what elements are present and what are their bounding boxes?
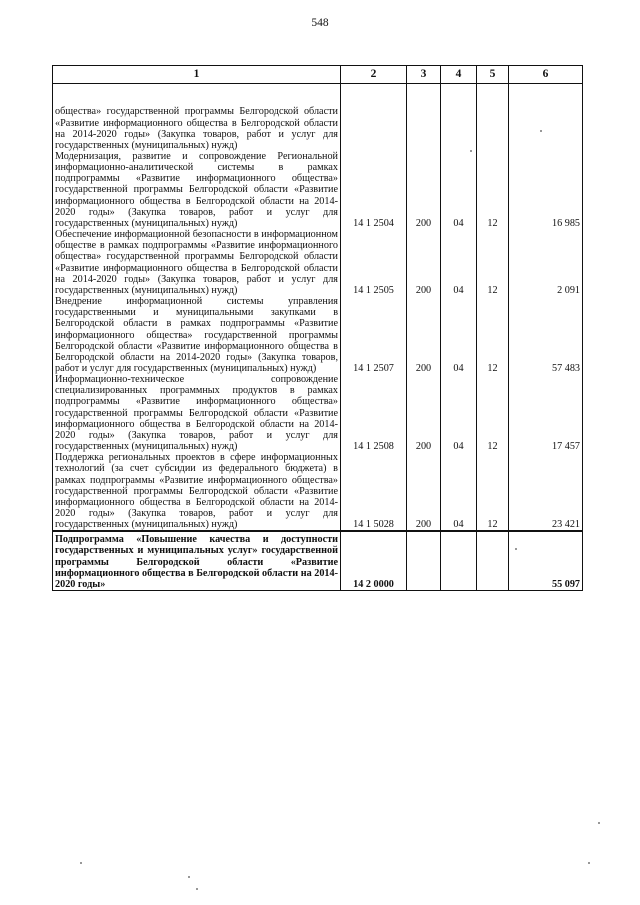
row-col-5: 12 xyxy=(477,151,509,229)
subprogram-description: Подпрограмма «Повышение качества и доступности государственных и муниципальных услуг» государственной программы Белгородской области «Развитие информационного общества в Белгородской области на 2014-2020 годы» xyxy=(53,531,341,590)
scan-speck xyxy=(515,548,517,550)
scan-speck xyxy=(540,130,542,132)
header-row xyxy=(53,66,583,84)
row-col-3: 200 xyxy=(407,151,441,229)
row-col-5: 12 xyxy=(477,296,509,374)
header-col-5: 5 xyxy=(477,66,509,84)
row-code: 14 1 2504 xyxy=(341,151,407,229)
budget-table xyxy=(52,65,583,591)
row-col-5: 12 xyxy=(477,452,509,531)
header-col-2: 2 xyxy=(341,66,407,84)
scan-speck xyxy=(470,150,472,152)
header-col-1: 1 xyxy=(53,66,341,84)
table-row xyxy=(53,296,583,374)
table-row xyxy=(53,374,583,452)
row-description: Модернизация, развитие и сопровождение Региональной информационно-аналитической системы в рамках подпрограммы «Развитие информационного общества» государственной программы Белгородской области «Развитие информационного общества в Белгородской области на 2014-2020 годы» (Закупка товаров, работ и услуг для государственных (муниципальных) нужд) xyxy=(53,151,341,229)
scan-speck xyxy=(188,876,190,878)
row-code: 14 1 2508 xyxy=(341,374,407,452)
row-amount: 2 091 xyxy=(509,229,583,296)
row-col-4: 04 xyxy=(441,151,477,229)
subprogram-row xyxy=(53,531,583,590)
header-col-3: 3 xyxy=(407,66,441,84)
table-row-continuation xyxy=(53,84,583,152)
row-code: 14 1 5028 xyxy=(341,452,407,531)
scan-speck xyxy=(80,862,82,864)
scan-speck xyxy=(196,888,198,890)
scan-speck xyxy=(588,862,590,864)
row-col-4: 04 xyxy=(441,296,477,374)
header-col-4: 4 xyxy=(441,66,477,84)
row-col-4: 04 xyxy=(441,452,477,531)
row-col-3: 200 xyxy=(407,374,441,452)
header-col-6: 6 xyxy=(509,66,583,84)
page-number: 548 xyxy=(311,17,329,29)
row-col-3: 200 xyxy=(407,452,441,531)
row-description: Внедрение информационной системы управления государственными и муниципальными закупками в Белгородской области в рамках подпрограммы «Развитие информационного общества» государственной программы Белгородской области «Развитие информационного общества в Белгородской области на 2014-2020 годы» (Закупка товаров, работ и услуг для государственных (муниципальных) нужд) xyxy=(53,296,341,374)
table-row xyxy=(53,452,583,531)
table-row xyxy=(53,151,583,229)
row-description: Обеспечение информационной безопасности в информационном обществе в рамках подпрограммы «Развитие информационного общества» государственной программы Белгородской области «Развитие информационного общества в Белгородской области на 2014-2020 годы» (Закупка товаров, работ и услуг для государственных (муниципальных) нужд) xyxy=(53,229,341,296)
row-code: 14 1 2505 xyxy=(341,229,407,296)
row-amount: 16 985 xyxy=(509,151,583,229)
row-col-5: 12 xyxy=(477,229,509,296)
row-description: Поддержка региональных проектов в сфере информационных технологий (за счет субсидии из федерального бюджета) в рамках подпрограммы «Развитие информационного общества» государственной программы Белгородской области «Развитие информационного общества в Белгородской области на 2014-2020 годы» (Закупка товаров, работ и услуг для государственных (муниципальных) нужд) xyxy=(53,452,341,531)
continuation-text: общества» государственной программы Белгородской области «Развитие информационного общества в Белгородской области на 2014-2020 годы» (Закупка товаров, работ и услуг для государственных (муниципальных) нужд) xyxy=(53,84,341,152)
row-col-4: 04 xyxy=(441,229,477,296)
row-amount: 17 457 xyxy=(509,374,583,452)
scan-speck xyxy=(598,822,600,824)
row-amount: 23 421 xyxy=(509,452,583,531)
subprogram-code: 14 2 0000 xyxy=(341,531,407,590)
row-col-3: 200 xyxy=(407,296,441,374)
row-col-4: 04 xyxy=(441,374,477,452)
row-description: Информационно-техническое сопровождение специализированных программных продуктов в рамках подпрограммы «Развитие информационного общества» государственной программы Белгородской области «Развитие информационного общества в Белгородской области на 2014-2020 годы» (Закупка товаров, работ и услуг для государственных (муниципальных) нужд) xyxy=(53,374,341,452)
row-code: 14 1 2507 xyxy=(341,296,407,374)
row-col-3: 200 xyxy=(407,229,441,296)
row-col-5: 12 xyxy=(477,374,509,452)
subprogram-amount: 55 097 xyxy=(509,531,583,590)
table-row xyxy=(53,229,583,296)
row-amount: 57 483 xyxy=(509,296,583,374)
